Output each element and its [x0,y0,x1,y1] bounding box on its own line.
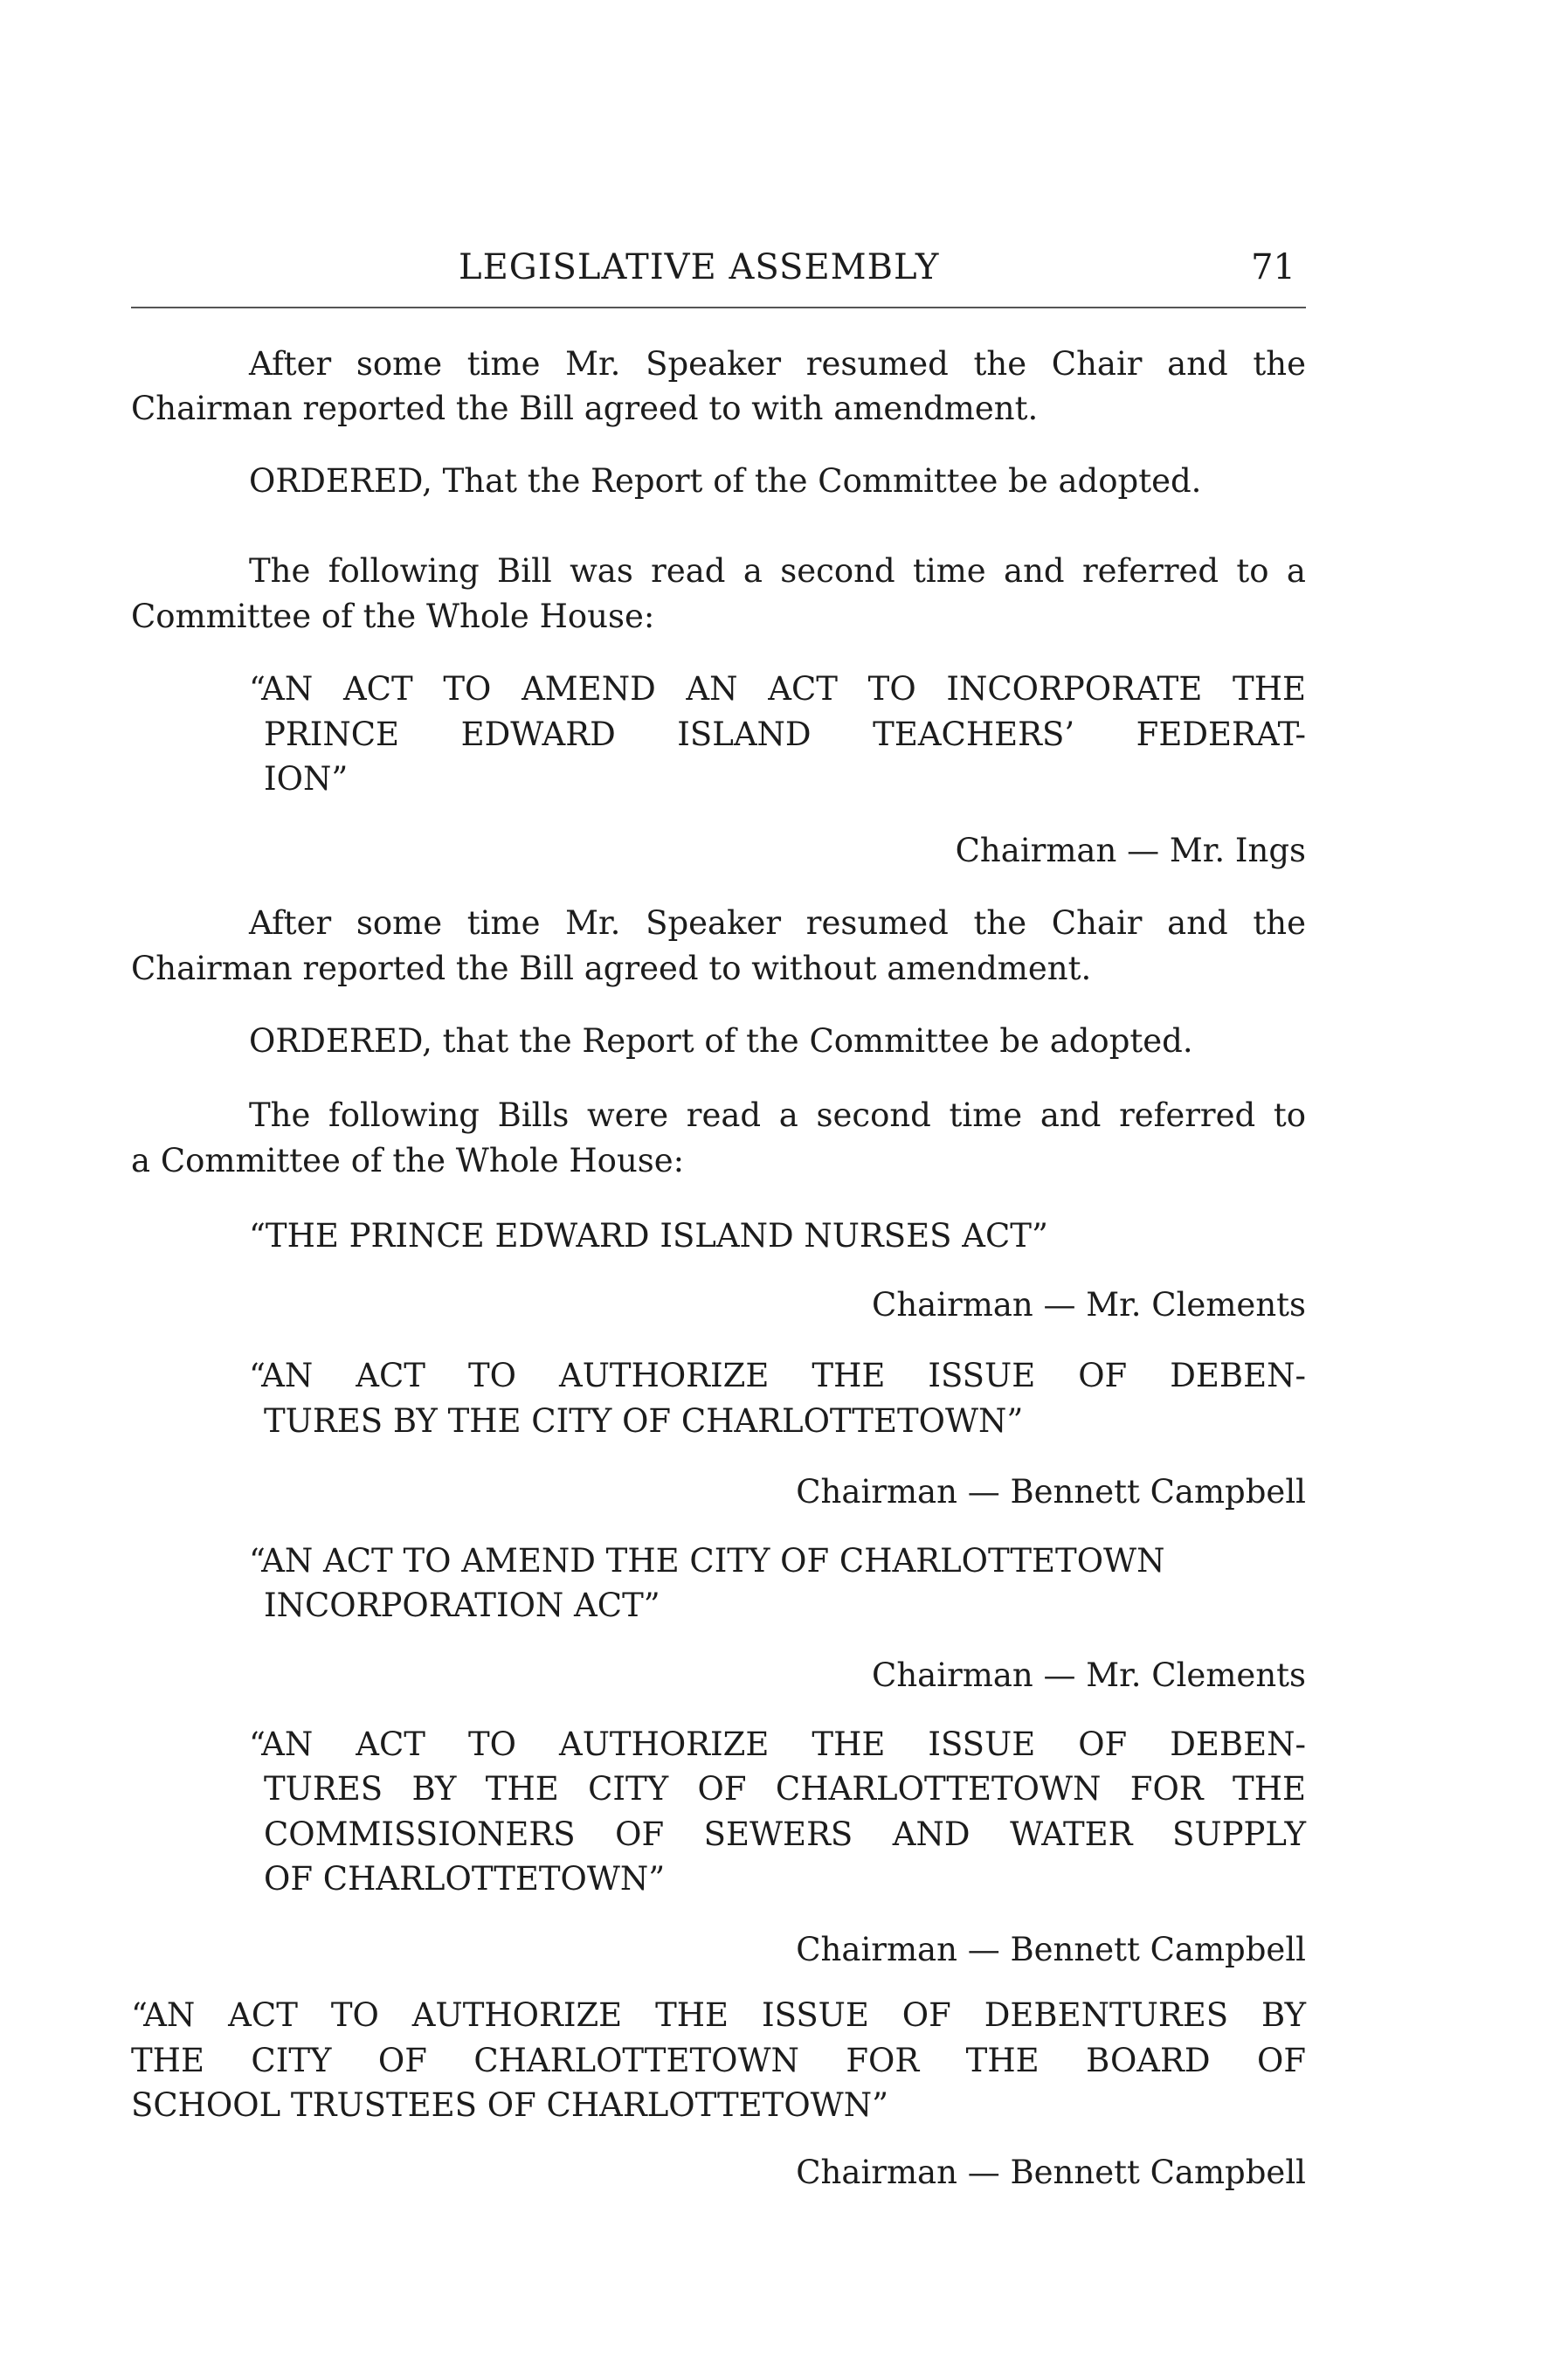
chairman-line: Chairman — Bennett Campbell [796,2154,1306,2191]
bill-title-line: ION” [264,760,349,798]
bill-title-line: INCORPORATION ACT” [264,1587,660,1624]
bill-title-line: “AN ACT TO AUTHORIZE THE ISSUE OF DEBEN- [249,1725,1306,1763]
page-header-title: LEGISLATIVE ASSEMBLY [459,247,940,287]
bill-title-line: “AN ACT TO AUTHORIZE THE ISSUE OF DEBEN- [249,1357,1306,1394]
order-line: ORDERED, That the Report of the Committee be adopted. [249,462,1202,500]
chairman-line: Chairman — Mr. Clements [872,1656,1306,1694]
bill-title-line: “AN ACT TO AMEND THE CITY OF CHARLOTTETOWN [249,1542,1165,1580]
paragraph-line: a Committee of the Whole House: [131,1142,685,1179]
bill-title-line: TURES BY THE CITY OF CHARLOTTETOWN” [264,1402,1024,1440]
chairman-line: Chairman — Mr. Clements [872,1286,1306,1324]
chairman-line: Chairman — Bennett Campbell [796,1931,1306,1968]
paragraph-line: Chairman reported the Bill agreed to without amendment. [131,950,1092,987]
bill-title-line: COMMISSIONERS OF SEWERS AND WATER SUPPLY [264,1815,1306,1853]
chairman-line: Chairman — Bennett Campbell [796,1473,1306,1511]
bill-title-line: THE CITY OF CHARLOTTETOWN FOR THE BOARD OF [131,2042,1306,2079]
page-number: 71 [1251,247,1295,287]
chairman-line: Chairman — Mr. Ings [955,832,1306,869]
paragraph-line: Committee of the Whole House: [131,598,655,635]
paragraph-line: After some time Mr. Speaker resumed the Chair and the [249,345,1306,383]
paragraph-line: The following Bill was read a second time and referred to a [249,552,1306,590]
bill-title-line: “AN ACT TO AUTHORIZE THE ISSUE OF DEBENTURES BY [131,1996,1306,2034]
bill-title-line: “AN ACT TO AMEND AN ACT TO INCORPORATE THE [249,670,1306,708]
bill-title-line: SCHOOL TRUSTEES OF CHARLOTTETOWN” [131,2086,889,2124]
order-line: ORDERED, that the Report of the Committee be adopted. [249,1022,1193,1060]
bill-title-line: “THE PRINCE EDWARD ISLAND NURSES ACT” [249,1217,1048,1255]
paragraph-line: After some time Mr. Speaker resumed the Chair and the [249,904,1306,942]
running-header [131,247,1306,296]
paragraph-line: The following Bills were read a second time and referred to [249,1096,1306,1134]
paragraph-line: Chairman reported the Bill agreed to with amendment. [131,390,1039,427]
bill-title-line: OF CHARLOTTETOWN” [264,1860,666,1898]
header-rule [131,307,1306,308]
bill-title-line: TURES BY THE CITY OF CHARLOTTETOWN FOR THE [264,1770,1306,1808]
bill-title-line: PRINCE EDWARD ISLAND TEACHERS’ FEDERAT- [264,716,1306,753]
